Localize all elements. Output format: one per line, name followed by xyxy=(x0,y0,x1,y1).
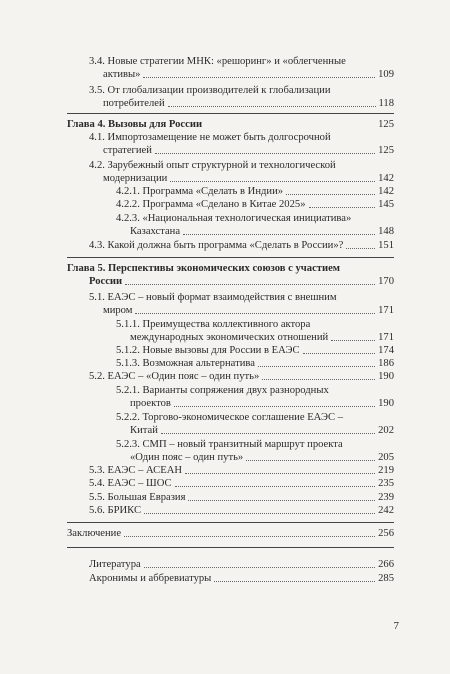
toc-page-number: 190 xyxy=(378,371,394,382)
toc-entry-title-continued: стратегией xyxy=(103,145,152,156)
toc-page-number: 145 xyxy=(378,199,394,210)
toc-entry-title: 4.2. Зарубежный опыт структурной и технологической xyxy=(89,160,336,171)
toc-page-number: 118 xyxy=(378,98,394,109)
toc-entry-title: 5.1.1. Преимущества коллективного актора xyxy=(116,319,311,330)
toc-entry-4-3[interactable] xyxy=(89,239,394,252)
toc-entry-4-2-1[interactable] xyxy=(116,185,394,198)
toc-page-number: 256 xyxy=(378,528,394,539)
toc-entry-title: 4.2.2. Программа «Сделано в Китае 2025» xyxy=(116,199,306,210)
section-divider xyxy=(67,113,394,114)
toc-entry-title: 5.2.1. Варианты сопряжения двух разнородных xyxy=(116,385,329,396)
dot-leader xyxy=(124,536,375,537)
toc-entry-title: 4.3. Какой должна быть программа «Сделать в России»? xyxy=(89,240,344,251)
toc-entry-3-5[interactable] xyxy=(89,84,394,110)
toc-entry-title: 5.2.2. Торгово-экономическое соглашение ЕАЭС – xyxy=(116,412,344,423)
dot-leader xyxy=(262,379,375,380)
toc-page-number: 242 xyxy=(378,505,394,516)
toc-entry-title: 5.1. ЕАЭС – новый формат взаимодействия с внешним xyxy=(89,292,337,303)
toc-entry-title: 5.2.3. СМП – новый транзитный маршрут проекта xyxy=(116,439,343,450)
dot-leader xyxy=(214,581,375,582)
toc-references[interactable] xyxy=(89,558,394,571)
toc-page-number: 109 xyxy=(378,69,394,80)
page-number: 7 xyxy=(393,620,399,632)
toc-page-number: 285 xyxy=(378,573,394,584)
toc-page-number: 205 xyxy=(378,452,394,463)
toc-entry-title-continued: «Один пояс – один путь» xyxy=(130,452,244,463)
toc-entry-4-2-3[interactable] xyxy=(116,212,394,238)
toc-entry-5-5[interactable] xyxy=(89,491,394,504)
toc-entry-title-continued: активы» xyxy=(103,69,141,80)
chapter-title: Глава 5. Перспективы экономических союзов с участием xyxy=(67,263,340,274)
dot-leader xyxy=(175,486,376,487)
toc-page-number: 266 xyxy=(378,559,394,570)
toc-entry-title: 5.1.2. Новые вызовы для России в ЕАЭС xyxy=(116,345,300,356)
toc-entry-title-continued: Казахстана xyxy=(130,226,181,237)
dot-leader xyxy=(144,513,375,514)
toc-entry-title: 4.2.1. Программа «Сделать в Индии» xyxy=(116,186,284,197)
toc-entry-5-2-2[interactable] xyxy=(116,411,394,437)
toc-page-number: 174 xyxy=(378,345,394,356)
dot-leader xyxy=(185,473,375,474)
dot-leader xyxy=(286,194,375,195)
dot-leader xyxy=(135,313,375,314)
toc-entry-title: 4.2.3. «Национальная технологическая инициатива» xyxy=(116,213,352,224)
dot-leader xyxy=(155,153,375,154)
toc-entry-5-3[interactable] xyxy=(89,464,394,477)
dot-leader xyxy=(168,106,376,107)
toc-entry-title: 5.4. ЕАЭС – ШОС xyxy=(89,478,172,489)
toc-page-number: 142 xyxy=(378,173,394,184)
section-divider xyxy=(67,547,394,548)
dot-leader xyxy=(161,433,375,434)
toc-entry-5-1-1[interactable] xyxy=(116,318,394,344)
toc-chapter-5[interactable] xyxy=(67,262,394,288)
toc-entry-5-1-2[interactable] xyxy=(116,344,394,357)
dot-leader xyxy=(303,353,376,354)
toc-entry-title-continued: проектов xyxy=(130,398,171,409)
toc-page-number: 171 xyxy=(378,332,394,343)
toc-page-number: 219 xyxy=(378,465,394,476)
toc-entry-4-2[interactable] xyxy=(89,159,394,185)
dot-leader xyxy=(183,234,375,235)
toc-entry-title: Акронимы и аббревиатуры xyxy=(89,573,212,584)
toc-page-number: 148 xyxy=(378,226,394,237)
toc-entry-title: 5.3. ЕАЭС – АСЕАН xyxy=(89,465,183,476)
dot-leader xyxy=(258,366,375,367)
section-divider xyxy=(67,522,394,523)
toc-entry-title: Литература xyxy=(89,559,141,570)
toc-entry-4-1[interactable] xyxy=(89,131,394,157)
toc-page-number: 186 xyxy=(378,358,394,369)
dot-leader xyxy=(309,207,376,208)
dot-leader xyxy=(125,284,375,285)
toc-page-number: 239 xyxy=(378,492,394,503)
toc-page-number: 202 xyxy=(378,425,394,436)
dot-leader xyxy=(188,500,375,501)
toc-entry-title-continued: Китай xyxy=(130,425,158,436)
dot-leader xyxy=(346,248,375,249)
dot-leader xyxy=(246,460,375,461)
dot-leader xyxy=(143,77,375,78)
toc-conclusion[interactable] xyxy=(67,527,394,540)
toc-page-number: 190 xyxy=(378,398,394,409)
dot-leader xyxy=(174,406,375,407)
toc-entry-title: 4.1. Импортозамещение не может быть долгосрочной xyxy=(89,132,331,143)
toc-entry-5-6[interactable] xyxy=(89,504,394,517)
toc-acronyms[interactable] xyxy=(89,572,394,585)
toc-entry-5-1-3[interactable] xyxy=(116,357,394,370)
toc-entry-4-2-2[interactable] xyxy=(116,198,394,211)
dot-leader xyxy=(331,340,375,341)
toc-entry-title-continued: модернизации xyxy=(103,173,168,184)
toc-entry-5-2[interactable] xyxy=(89,370,394,383)
toc-entry-title: 5.5. Большая Евразия xyxy=(89,492,186,503)
toc-page-number: 125 xyxy=(378,145,394,156)
toc-entry-title: 5.6. БРИКС xyxy=(89,505,142,516)
toc-page-number: 151 xyxy=(378,240,394,251)
chapter-title: Глава 4. Вызовы для России xyxy=(67,119,203,130)
toc-page-number: 125 xyxy=(378,119,394,130)
toc-entry-title-continued: потребителей xyxy=(103,98,165,109)
toc-page-number: 171 xyxy=(378,305,394,316)
chapter-title-continued: России xyxy=(89,276,123,287)
toc-entry-5-2-1[interactable] xyxy=(116,384,394,410)
toc-entry-title-continued: миром xyxy=(103,305,133,316)
toc-entry-title: 5.1.3. Возможная альтернатива xyxy=(116,358,255,369)
toc-chapter-4[interactable] xyxy=(67,118,394,131)
toc-page-number: 170 xyxy=(378,276,394,287)
dot-leader xyxy=(144,567,375,568)
toc-entry-5-1[interactable] xyxy=(89,291,394,317)
toc-entry-title-continued: международных экономических отношений xyxy=(130,332,329,343)
toc-page-number: 235 xyxy=(378,478,394,489)
toc-entry-title: 5.2. ЕАЭС – «Один пояс – один путь» xyxy=(89,371,260,382)
toc-page-number: 142 xyxy=(378,186,394,197)
toc-entry-3-4[interactable] xyxy=(89,55,394,81)
toc-entry-5-4[interactable] xyxy=(89,477,394,490)
toc-entry-title: 3.5. От глобализации производителей к глобализации xyxy=(89,85,331,96)
section-divider xyxy=(67,257,394,258)
dot-leader xyxy=(170,181,375,182)
toc-entry-title: 3.4. Новые стратегии МНК: «решоринг» и «облегченные xyxy=(89,56,346,67)
toc-entry-title: Заключение xyxy=(67,528,122,539)
toc-entry-5-2-3[interactable] xyxy=(116,438,394,464)
